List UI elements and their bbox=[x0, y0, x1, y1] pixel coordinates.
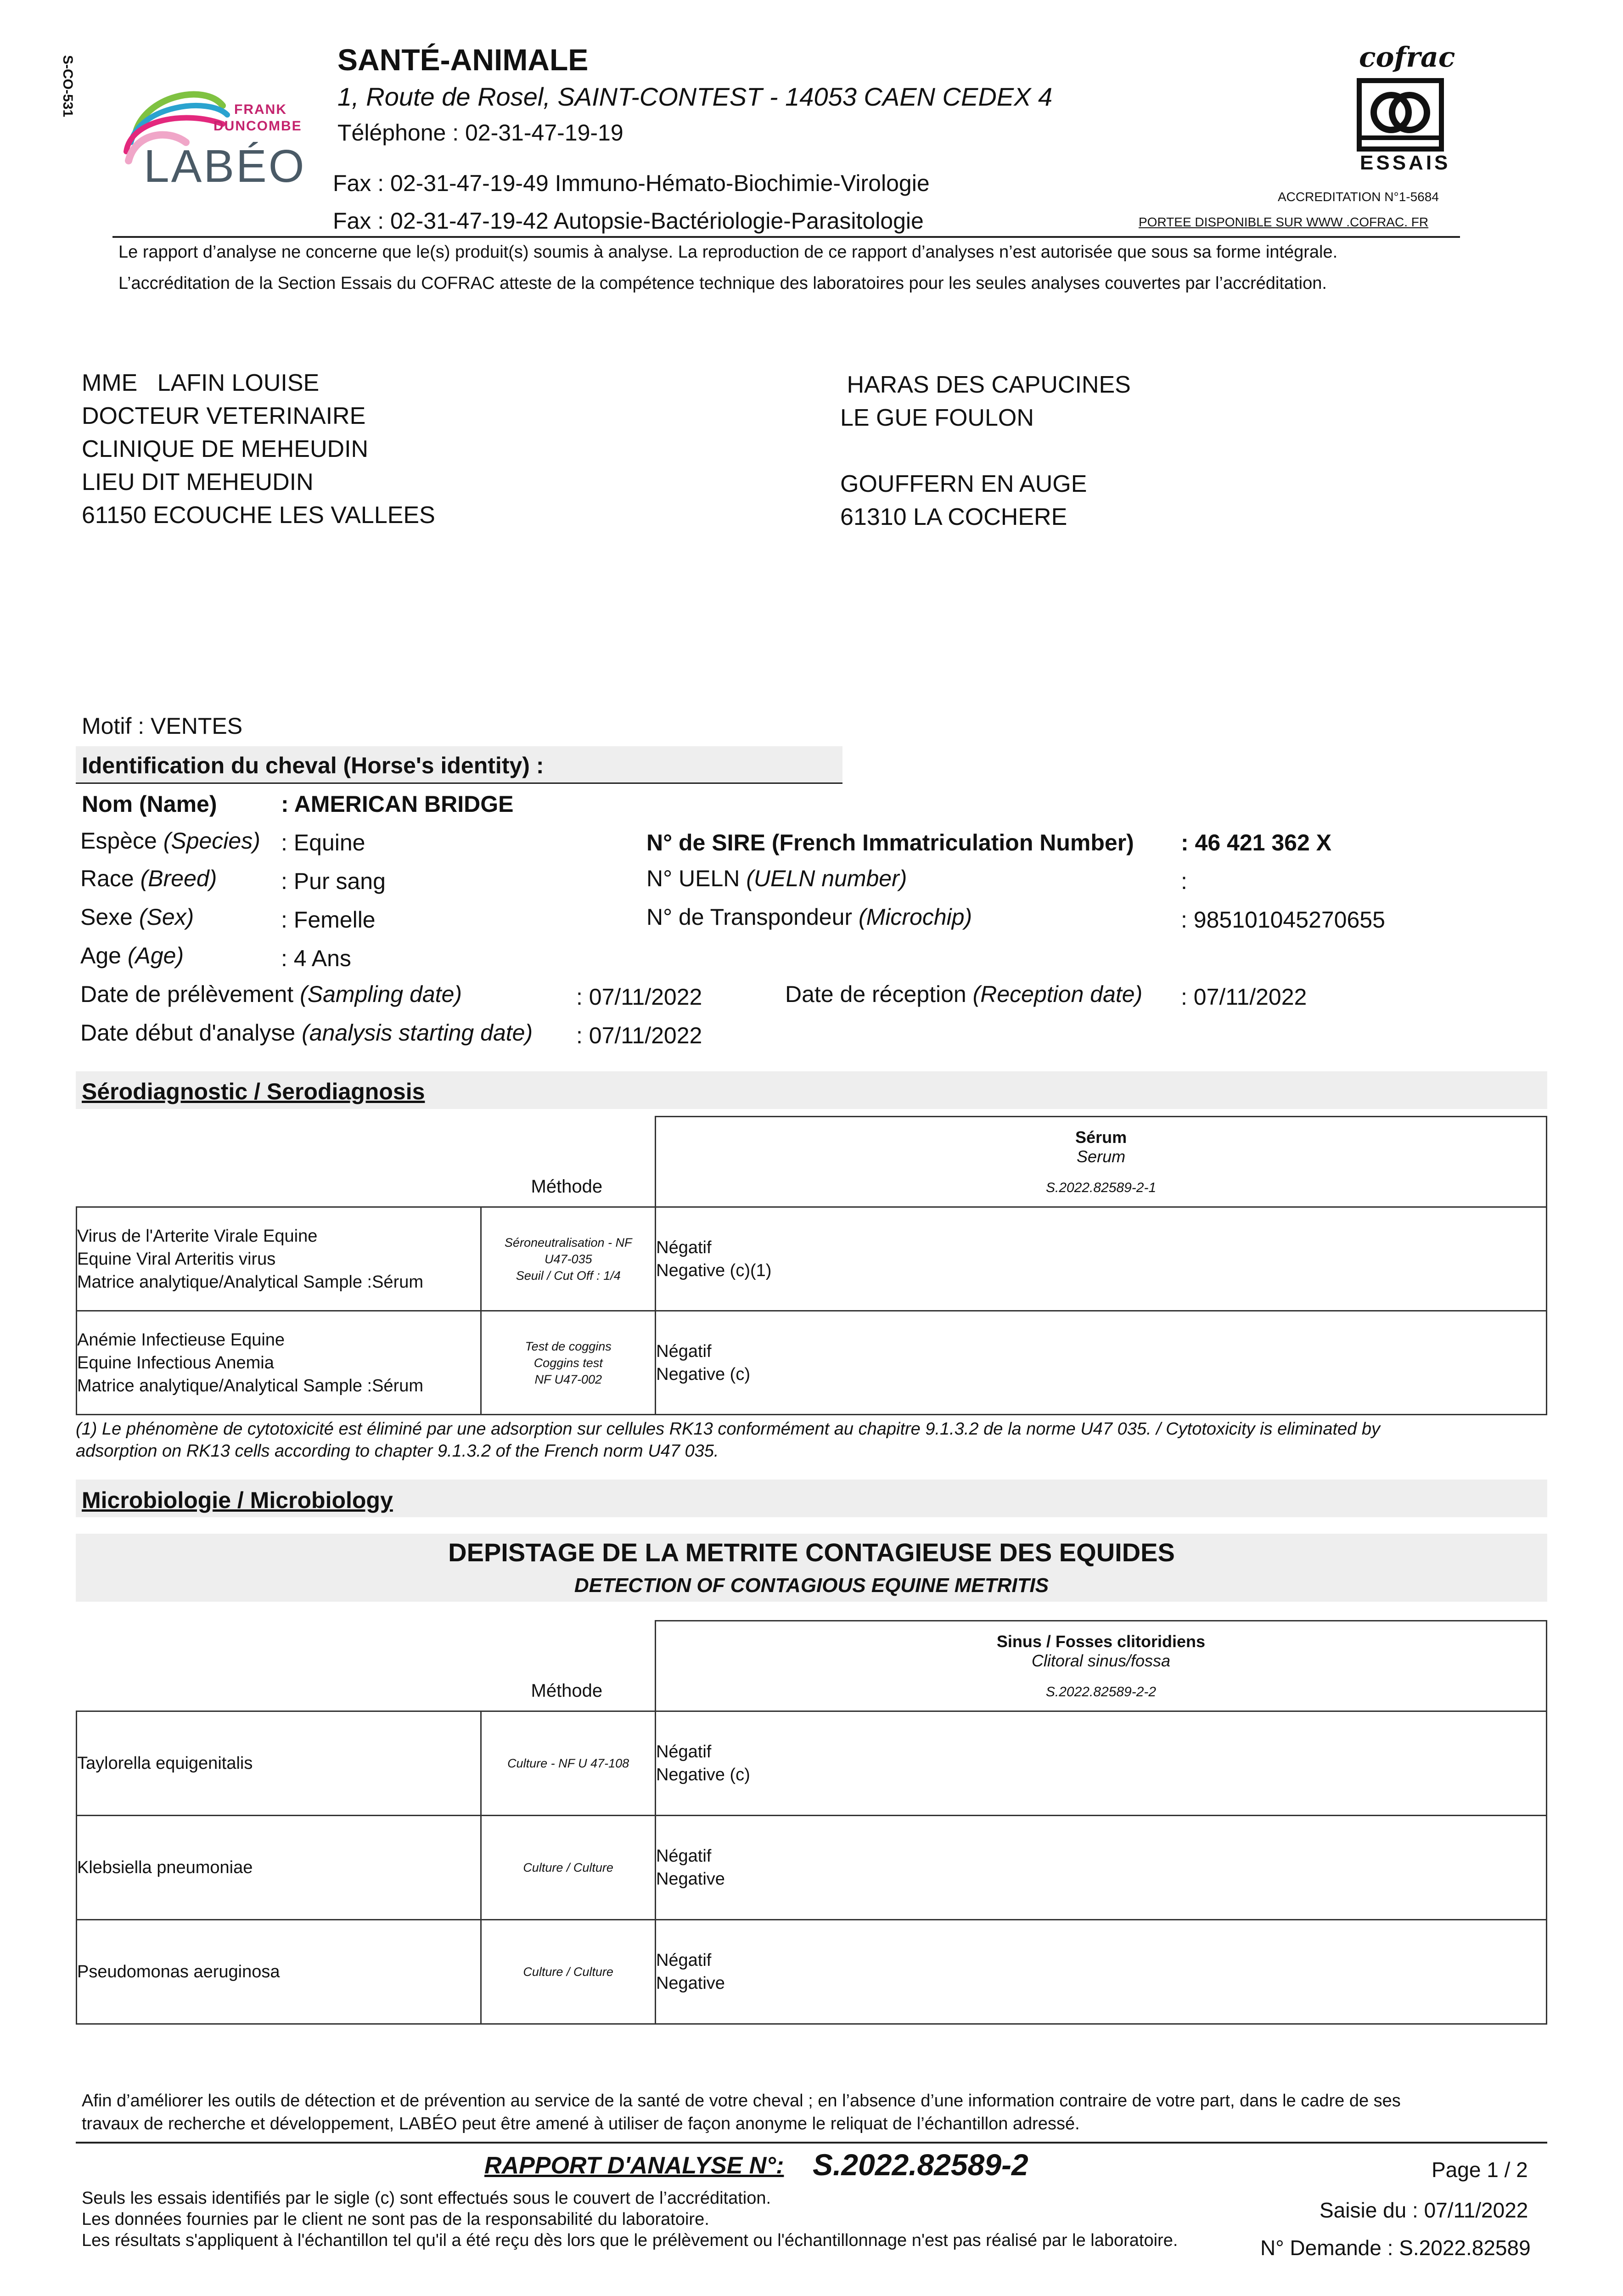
recipient-address bbox=[82, 366, 435, 532]
method-cell: Séroneutralisation - NF U47-035 Seuil / Cut Off : 1/4 bbox=[481, 1207, 656, 1311]
cofrac-logo-text: cofrac bbox=[1359, 41, 1455, 73]
header-divider bbox=[112, 236, 1460, 238]
result-cell: Négatif Negative bbox=[655, 1816, 1546, 1920]
method-cell: Test de coggins Coggins test NF U47-002 bbox=[481, 1311, 656, 1415]
report-number-label: RAPPORT D'ANALYSE N°: bbox=[484, 2152, 784, 2179]
identity-section-title: Identification du cheval (Horse's identity) : bbox=[82, 753, 544, 778]
microchip-label: N° de Transpondeur (Microchip) bbox=[646, 904, 972, 930]
age-label: Age (Age) bbox=[80, 943, 184, 968]
table-row bbox=[77, 1207, 1547, 1311]
test-name-cell: Taylorella equigenitalis bbox=[77, 1711, 481, 1816]
serodiag-methode-header: Méthode bbox=[531, 1176, 603, 1197]
owner-line-3: GOUFFERN EN AUGE bbox=[840, 471, 1087, 497]
serodiag-footnote: (1) Le phénomène de cytotoxicité est éliminé par une adsorption sur cellules RK13 conformément au chapitre 9.1.3.2 de la norme U47 035. / Cytotoxicity is eliminated by adsorption on RK13 cells according to chapter 9.1.3.2 of the French norm U47 035. bbox=[76, 1419, 1380, 1461]
recipient-line-2: DOCTEUR VETERINAIRE bbox=[82, 403, 366, 429]
cofrac-essais-text: ESSAIS bbox=[1360, 152, 1451, 174]
owner-line-1: HARAS DES CAPUCINES bbox=[840, 371, 1131, 398]
table-row bbox=[77, 1920, 1547, 2024]
sire-value: : 46 421 362 X bbox=[1181, 830, 1332, 855]
lab-telephone: Téléphone : 02-31-47-19-19 bbox=[337, 120, 623, 146]
owner-line-2: LE GUE FOULON bbox=[840, 405, 1034, 431]
cem-title-en: DETECTION OF CONTAGIOUS EQUINE METRITIS bbox=[574, 1574, 1049, 1597]
recipient-line-4: LIEU DIT MEHEUDIN bbox=[82, 469, 314, 495]
owner-line-4: 61310 LA COCHERE bbox=[840, 504, 1067, 530]
micro-table bbox=[76, 1620, 1547, 2025]
method-cell: Culture / Culture bbox=[481, 1920, 656, 2024]
test-name-cell: Pseudomonas aeruginosa bbox=[77, 1920, 481, 2024]
lab-address: 1, Route de Rosel, SAINT-CONTEST - 14053 CAEN CEDEX 4 bbox=[337, 82, 1053, 111]
reception-date-value: : 07/11/2022 bbox=[1181, 984, 1307, 1010]
page-number: Page 1 / 2 bbox=[1432, 2158, 1528, 2182]
result-cell: Négatif Negative (c) bbox=[656, 1311, 1547, 1415]
breed-value: : Pur sang bbox=[281, 868, 386, 894]
table-row bbox=[77, 1816, 1547, 1920]
lab-name: SANTÉ-ANIMALE bbox=[337, 43, 589, 77]
test-name-cell: Anémie Infectieuse Equine Equine Infectious Anemia Matrice analytique/Analytical Sample :Sérum bbox=[77, 1311, 481, 1415]
motif: Motif : VENTES bbox=[82, 713, 243, 739]
result-cell: Négatif Negative bbox=[655, 1920, 1546, 2024]
horse-name-value: : AMERICAN BRIDGE bbox=[281, 791, 514, 817]
age-value: : 4 Ans bbox=[281, 945, 351, 971]
lab-fax-1: Fax : 02-31-47-19-49 Immuno-Hémato-Biochimie-Virologie bbox=[333, 170, 930, 196]
serodiag-header-row bbox=[77, 1117, 1547, 1207]
serodiag-sample-header: Sérum Serum S.2022.82589-2-1 bbox=[656, 1117, 1547, 1207]
table-row bbox=[77, 1711, 1547, 1816]
sex-label: Sexe (Sex) bbox=[80, 904, 194, 930]
microchip-value: : 985101045270655 bbox=[1181, 907, 1385, 933]
identity-divider bbox=[76, 782, 842, 784]
lab-fax-2: Fax : 02-31-47-19-42 Autopsie-Bactériologie-Parasitologie bbox=[333, 208, 924, 234]
logo-labeo-text: LABÉO bbox=[144, 141, 306, 192]
cofrac-symbol-icon bbox=[1357, 78, 1444, 152]
footer-divider bbox=[76, 2142, 1547, 2144]
micro-methode-header: Méthode bbox=[531, 1680, 603, 1701]
horse-name-label: Nom (Name) bbox=[82, 791, 217, 817]
entry-date: Saisie du : 07/11/2022 bbox=[1320, 2198, 1528, 2222]
logo-frank-text: FRANK bbox=[234, 102, 287, 117]
result-cell: Négatif Negative (c) bbox=[655, 1711, 1546, 1816]
recipient-line-1: MME LAFIN LOUISE bbox=[82, 370, 320, 396]
ueln-label: N° UELN (UELN number) bbox=[646, 866, 907, 891]
reception-date-label: Date de réception (Reception date) bbox=[785, 981, 1143, 1007]
serodiag-section-title: Sérodiagnostic / Serodiagnosis bbox=[82, 1079, 425, 1104]
analysis-date-value: : 07/11/2022 bbox=[576, 1023, 702, 1048]
recipient-line-3: CLINIQUE DE MEHEUDIN bbox=[82, 436, 369, 462]
report-notice-1: Le rapport d’analyse ne concerne que le(s) produit(s) soumis à analyse. La reproduction de ce rapport d’analyses n’est autorisée que sous sa forme intégrale. bbox=[118, 242, 1338, 262]
method-cell: Culture / Culture bbox=[481, 1816, 656, 1920]
serodiag-table bbox=[76, 1116, 1547, 1415]
accreditation-number: ACCREDITATION N°1-5684 bbox=[1278, 190, 1439, 204]
table-row bbox=[77, 1311, 1547, 1415]
owner-address bbox=[840, 368, 1131, 534]
test-name-cell: Klebsiella pneumoniae bbox=[77, 1816, 481, 1920]
sampling-date-value: : 07/11/2022 bbox=[576, 984, 702, 1010]
cem-title-fr: DEPISTAGE DE LA METRITE CONTAGIEUSE DES EQUIDES bbox=[448, 1538, 1175, 1567]
micro-sample-header: Sinus / Fosses clitoridiens Clitoral sinus/fossa S.2022.82589-2-2 bbox=[655, 1621, 1546, 1711]
method-cell: Culture - NF U 47-108 bbox=[481, 1711, 656, 1816]
request-number: N° Demande : S.2022.82589 bbox=[1260, 2236, 1531, 2260]
recipient-line-5: 61150 ECOUCHE LES VALLEES bbox=[82, 502, 435, 529]
logo-duncombe-text: DUNCOMBE bbox=[213, 118, 302, 134]
sex-value: : Femelle bbox=[281, 907, 376, 933]
cofrac-logo bbox=[1354, 41, 1455, 179]
report-number: S.2022.82589-2 bbox=[813, 2148, 1028, 2182]
footer-notes: Seuls les essais identifiés par le sigle (c) sont effectués sous le couvert de l’accréditation. Les données fournies par le client ne sont pas de la responsabilité du laboratoire. Les résultats s'appliquent à l'échantillon tel qu'il a été reçu dès lors que le prélèvement ou l'échantillonnage n'est pas réalisé par le laboratoire. bbox=[82, 2189, 1178, 2250]
ueln-value: : bbox=[1181, 868, 1187, 894]
research-notice: Afin d’améliorer les outils de détection et de prévention au service de la santé de votre cheval ; en l’absence d’une information contraire de votre part, dans le cadre de ses travaux de recherche et développement, LABÉO peut être amené à utiliser de façon anonyme le reliquat de l’échantillon adressé. bbox=[82, 2091, 1401, 2133]
micro-section-title: Microbiologie / Microbiology bbox=[82, 1487, 393, 1513]
sire-label: N° de SIRE (French Immatriculation Number) bbox=[646, 830, 1134, 855]
species-value: : Equine bbox=[281, 830, 365, 855]
breed-label: Race (Breed) bbox=[80, 866, 217, 891]
analysis-date-label: Date début d'analyse (analysis starting date) bbox=[80, 1020, 533, 1046]
report-notice-2: L’accréditation de la Section Essais du COFRAC atteste de la compétence technique des laboratoires pour les seules analyses couvertes par l’accréditation. bbox=[118, 274, 1327, 293]
document-code: S-CO-531 bbox=[60, 55, 75, 118]
result-cell: Négatif Negative (c)(1) bbox=[656, 1207, 1547, 1311]
sampling-date-label: Date de prélèvement (Sampling date) bbox=[80, 981, 462, 1007]
species-label: Espèce (Species) bbox=[80, 828, 260, 854]
test-name-cell: Virus de l'Arterite Virale Equine Equine Viral Arteritis virus Matrice analytique/Analytical Sample :Sérum bbox=[77, 1207, 481, 1311]
micro-header-row bbox=[77, 1621, 1547, 1711]
cofrac-scope-link[interactable]: PORTEE DISPONIBLE SUR WWW .COFRAC. FR bbox=[1139, 215, 1429, 229]
labeo-logo bbox=[117, 78, 328, 197]
